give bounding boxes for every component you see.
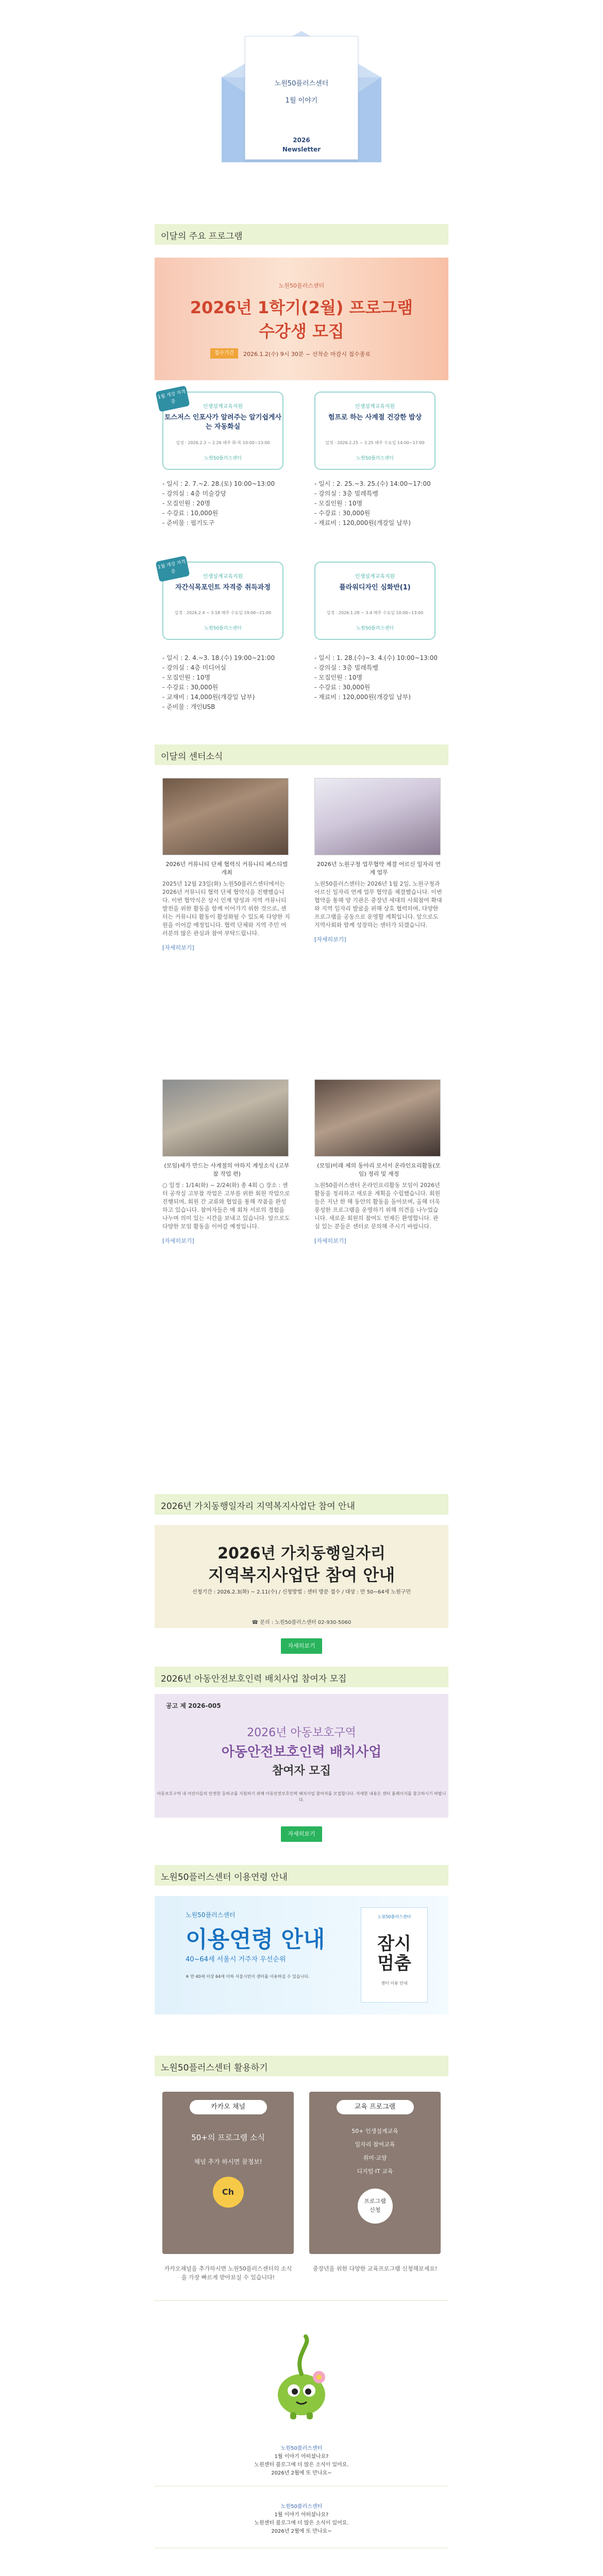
pause-card: 노원50플러스센터 잠시 멈춤 센터 이용 안내 bbox=[361, 1907, 428, 2003]
news-item bbox=[162, 1162, 291, 1245]
child-line2: 아동안전보호인력 배치사업 bbox=[221, 1744, 382, 1760]
card-foot: 노원50플러스센터 bbox=[356, 626, 394, 631]
news-item bbox=[314, 860, 443, 944]
newsletter-letter bbox=[245, 36, 358, 160]
job-contact: ☎ 문의 : 노원50플러스센터 02-930-5060 bbox=[252, 1620, 351, 1625]
closing-message: 노원50플러스센터 1월 이야기 어떠셨나요? 노원센터 블로그에 더 많은 소식이 있어요. 2026년 2월에 또 만나요~ bbox=[254, 2446, 349, 2476]
news-more-link[interactable]: [자세히보기] bbox=[162, 1238, 194, 1244]
program-info: - 일시 : 2. 7.~2. 28.(토) 10:00~13:00 - 강의실 : 4층 미술강당 - 모집인원 : 20명 - 수강료 : 10,000원 - 준비물 : 필기도구 bbox=[162, 480, 275, 527]
news-photo bbox=[314, 778, 441, 855]
card-title: 토스저스 인포사가 알려주는 알기쉽게사는 자동화실 bbox=[164, 414, 282, 431]
program-card[interactable] bbox=[157, 559, 283, 640]
child-more-button[interactable]: 자세히보기 bbox=[281, 1826, 322, 1842]
age-banner bbox=[155, 1896, 448, 2014]
job-detail: 신청기간 : 2026.2.3(화) ~ 2.11(수) / 신청방법 : 센터 방문 접수 / 대상 : 만 50~64세 노원구민 bbox=[192, 1589, 411, 1595]
job-more-button[interactable]: 자세히보기 bbox=[281, 1638, 322, 1654]
news-headline: 2026년 노원구청 업무협약 체결 어르신 일자리 연계 업무 bbox=[316, 861, 441, 876]
news-item bbox=[162, 860, 291, 952]
program-info: - 일시 : 1. 28.(수)~3. 4.(수) 10:00~13:00 - 강의실 : 3층 빌레특뱅 - 모집인원 : 10명 - 수강료 : 30,000원 - 재료비 : 120,000원(개강일 납부) bbox=[314, 654, 438, 701]
kakao-channel-icon: Ch bbox=[213, 2177, 244, 2208]
age-small: 노원50플러스센터 bbox=[186, 1911, 236, 1919]
card-sub: 일정 · 2026.2.3 ~ 2.26 매주 화·목 10:00~13:00 bbox=[176, 440, 270, 445]
age-note: ※ 만 40세 이상 64세 이하 서울시민이 센터를 이용하실 수 있습니다. bbox=[186, 1974, 310, 1979]
program-info: - 일시 : 2. 25.~3. 25.(수) 14:00~17:00 - 강의실 : 3층 빌레특뱅 - 모집인원 : 10명 - 수강료 : 30,000원 - 재료비 : 120,000원(개강일 납부) bbox=[314, 480, 431, 527]
banner-period-label: 접수기간 bbox=[210, 348, 238, 359]
news-photo bbox=[314, 1079, 441, 1157]
card-foot: 노원50플러스센터 bbox=[204, 456, 242, 461]
card-foot: 노원50플러스센터 bbox=[356, 456, 394, 461]
banner-title-1: 2026년 1학기(2월) 프로그램 bbox=[190, 298, 413, 317]
kakao-tag: 카카오 채널 bbox=[190, 2100, 267, 2114]
news-photo bbox=[162, 778, 289, 855]
job-line2: 지역복지사업단 참여 안내 bbox=[208, 1565, 395, 1585]
program-apply-icon: 프로그램 신청 bbox=[358, 2189, 393, 2224]
header-org: 노원50플러스센터 bbox=[274, 80, 329, 88]
job-banner[interactable] bbox=[155, 1525, 448, 1628]
program-banner[interactable] bbox=[155, 258, 448, 380]
news-body: 노원50플러스센터는 2026년 1월 2일, 노원구청과 어르신 일자리 연계 업무 협약을 체결했습니다. 이번 협약을 통해 양 기관은 중장년 세대의 사회참여 확대와 지역 일자리 발굴을 위해 상호 협력하며, 다양한 프로그램을 공동으로 운영할 계획입니다. 앞으로도 지역사회와 함께 성장하는 센터가 되겠습니다. bbox=[314, 880, 442, 928]
program-card[interactable] bbox=[314, 392, 435, 470]
header-newsletter: Newsletter bbox=[282, 146, 321, 153]
banner-period-text: 2026.1.2(수) 9시 30분 ~ 선착순 마감시 접수종료 bbox=[243, 351, 371, 358]
section-title-child: 2026년 아동안전보호인력 배치사업 참여자 모집 bbox=[155, 1667, 448, 1687]
program-tag: 교육 프로그램 bbox=[337, 2100, 414, 2114]
news-more-link[interactable]: [자세히보기] bbox=[314, 936, 346, 943]
news-item bbox=[314, 1162, 443, 1245]
card-foot: 노원50플러스센터 bbox=[204, 626, 242, 631]
card-ribbon: 1월 개강 자격증 bbox=[155, 385, 190, 412]
section-title-job: 2026년 가치동행일자리 지역복지사업단 참여 안내 bbox=[155, 1494, 448, 1515]
section-title-programs: 이달의 주요 프로그램 bbox=[155, 224, 448, 245]
card-title: 자간식목포인트 자격증 취득과정 bbox=[175, 584, 271, 591]
age-big: 이용연령 안내 bbox=[186, 1926, 325, 1953]
kakao-line1: 50+의 프로그램 소식 bbox=[191, 2133, 265, 2142]
card-org: 인생설계교육지원 bbox=[203, 404, 243, 410]
program-caption: 중장년을 위한 다양한 교육프로그램 신청해보세요! bbox=[312, 2265, 438, 2272]
news-photo bbox=[162, 1079, 289, 1157]
program-apply-card[interactable] bbox=[309, 2092, 441, 2254]
closing-message: 노원50플러스센터 1월 이야기 어떠셨나요? 노원센터 블로그에 더 많은 소식이 있어요. 2026년 2월에 또 만나요~ bbox=[254, 2504, 349, 2534]
mascot-illustration bbox=[265, 2334, 338, 2421]
card-org: 인생설계교육지원 bbox=[203, 574, 243, 580]
section-title-channels: 노원50플러스센터 활용하기 bbox=[155, 2056, 448, 2076]
divider bbox=[155, 2300, 448, 2301]
child-banner[interactable] bbox=[155, 1694, 448, 1818]
banner-title-2: 수강생 모집 bbox=[259, 321, 344, 341]
banner-org: 노원50플러스센터 bbox=[278, 282, 325, 289]
kakao-line2: 채널 추가 하시면 꿀정보! bbox=[194, 2158, 262, 2165]
child-line3: 참여자 모집 bbox=[272, 1765, 331, 1777]
card-org: 인생설계교육지원 bbox=[355, 404, 395, 410]
job-line1: 2026년 가치동행일자리 bbox=[217, 1545, 386, 1563]
section-title-news: 이달의 센터소식 bbox=[155, 744, 448, 765]
kakao-caption: 카카오채널을 추가하시면 노원50플러스센터의 소식을 가장 빠르게 받아보실 수 있습니다! bbox=[164, 2265, 292, 2281]
child-number: 공고 제 2026-005 bbox=[166, 1702, 221, 1709]
news-more-link[interactable]: [자세히보기] bbox=[314, 1238, 346, 1244]
news-body: 노원50플러스센터 온라인요리활동 모임이 2026년 활동을 정리하고 새로운 계획을 수립했습니다. 회원들은 지난 한 해 동안의 활동을 돌아보며, 올해 더욱 풍성한 프로그램을 운영하기 위해 의견을 나누었습니다. 새로운 회원의 참여도 언제든 환영합니다. 관심 있는 분들은 센터로 문의해 주시기 바랍니다. bbox=[314, 1182, 441, 1230]
kakao-channel-card[interactable] bbox=[162, 2092, 294, 2254]
section-title-age: 노원50플러스센터 이용연령 안내 bbox=[155, 1865, 448, 1886]
card-title: 험프로 하는 사계절 건강한 밥상 bbox=[328, 414, 422, 421]
program-card[interactable] bbox=[314, 562, 435, 640]
news-body: 2025년 12월 23일(화) 노원50플러스센터에서는 2026년 커뮤니티 협력 단체 협약식을 진행했습니다. 이번 협약식은 상시 인재 양성과 지역 커뮤니티 발전을 위한 활동을 함께 이어가기 위한 것으로, 센터는 커뮤니티 활동이 활성화될 수 있도록 다양한 지원을 이어갈 예정입니다. 협력 단체와 지역 주민 여러분의 많은 관심과 참여 부탁드립니다. bbox=[162, 880, 290, 937]
news-body: ○ 일정 : 1/14(화) ~ 2/24(화) 총 4회 ○ 장소 : 센터 공작실 고부참 작업은 고부를 위한 회원 작업으로 진행되며, 회원 간 교류와 협업을 통해 작품을 완성하고 있습니다. 참여자들은 매 회차 서로의 경험을 나누며 의미 있는 시간을 보내고 있습니다. 앞으로도 다양한 모임 활동을 이어갈 예정입니다. bbox=[162, 1182, 290, 1230]
news-more-link[interactable]: [자세히보기] bbox=[162, 944, 194, 951]
program-card[interactable] bbox=[157, 389, 283, 470]
card-sub: 일정 · 2026.1.28 ~ 3.4 매주 수요일 10:00~13:00 bbox=[326, 611, 424, 615]
news-headline: (모임)미래 체의 동아리 모서서 온라인요리활동(모임) 정리 및 재정 bbox=[317, 1162, 441, 1177]
card-ribbon: 1월 개강 자격증 bbox=[155, 555, 190, 582]
card-org: 인생설계교육지원 bbox=[355, 574, 395, 580]
program-list: 50+ 인생설계교육 일자리 참여교육 취미·교양 디지털·IT 교육 bbox=[351, 2128, 398, 2175]
child-detail: 아동보호구역 내 어린이들의 안전한 등하교를 지원하기 위해 아동안전보호인력 배치사업 참여자를 모집합니다. 자세한 내용은 센터 홈페이지를 참고하시기 바랍니다. bbox=[157, 1791, 446, 1802]
age-caption: 40~64세 서울시 거주자 우선순위 bbox=[186, 1956, 286, 1963]
header-issue: 1월 이야기 bbox=[285, 97, 318, 105]
card-sub: 일정 · 2026.2.4 ~ 3.18 매주 수요일 19:00~21:00 bbox=[174, 611, 272, 615]
program-info: - 일시 : 2. 4.~3. 18.(수) 19:00~21:00 - 강의실 : 4층 미디어실 - 모집인원 : 10명 - 수강료 : 30,000원 - 교재비 : 14,000원(개강일 납부) - 준비물 : 개인USB bbox=[162, 654, 275, 710]
card-sub: 일정 · 2026.2.25 ~ 3.25 매주 수요일 14:00~17:00 bbox=[325, 440, 425, 445]
news-headline: (모임)세가 만드는 사계절의 아하지 계성소식 (고부참 작업 편) bbox=[164, 1162, 290, 1177]
child-line1: 2026년 아동보호구역 bbox=[247, 1726, 356, 1739]
card-title: 플라워디자인 심화반(1) bbox=[339, 584, 411, 591]
news-headline: 2026년 커뮤니티 단체 협력식 커뮤니티 페스티벌 개최 bbox=[165, 861, 288, 876]
header-year: 2026 bbox=[293, 137, 310, 144]
